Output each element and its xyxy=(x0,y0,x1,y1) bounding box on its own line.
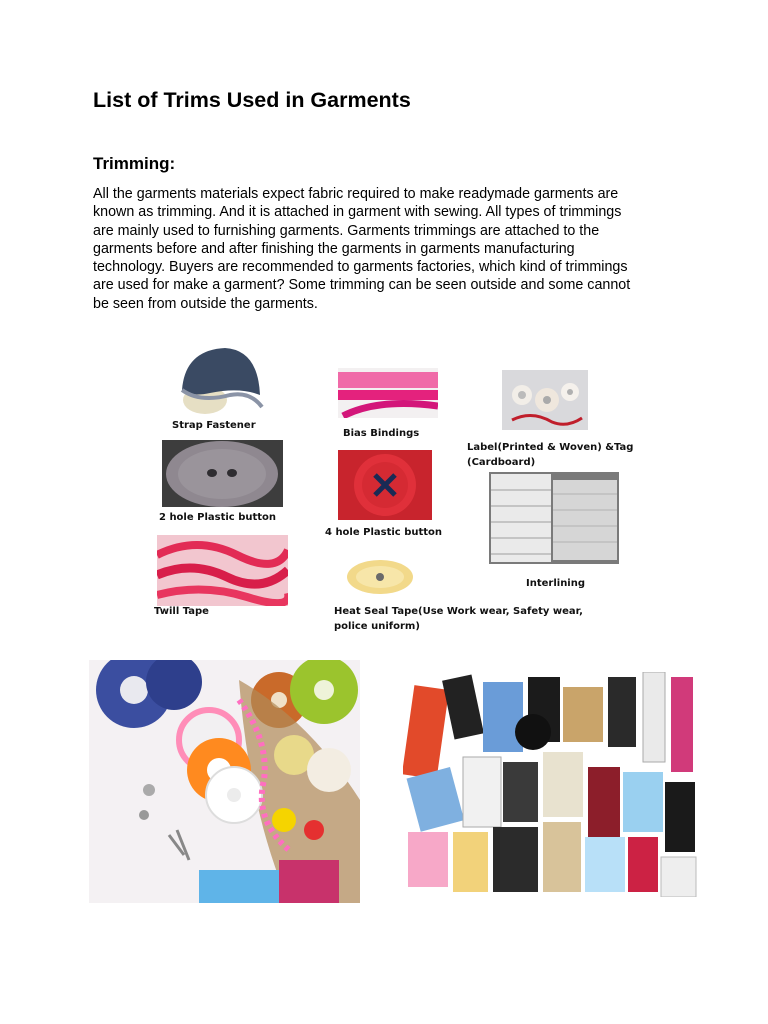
labels-tags-photo xyxy=(403,672,700,897)
caption-four-hole-button: 4 hole Plastic button xyxy=(325,527,443,538)
caption-heat-seal-tape: Heat Seal Tape(Use Work wear, Safety wear, police uniform) xyxy=(334,606,583,632)
two-hole-button-photo xyxy=(162,440,283,507)
four-hole-button-photo xyxy=(338,450,432,520)
caption-two-hole-button: 2 hole Plastic button xyxy=(159,512,277,523)
caption-twill-tape: Twill Tape xyxy=(154,606,209,617)
caption-strap-fastener: Strap Fastener xyxy=(172,420,256,431)
section-heading: Trimming: xyxy=(93,154,176,173)
heat-seal-tape-photo xyxy=(345,557,415,597)
bias-bindings-photo xyxy=(338,368,438,418)
trims-assortment-photo xyxy=(89,660,360,903)
label-tag-photo xyxy=(502,370,588,430)
caption-bias-bindings: Bias Bindings xyxy=(343,428,420,439)
interlining-photo xyxy=(489,472,619,564)
body-paragraph: All the garments materials expect fabric required to make readymade garments are known as trimming. And it is attached in garment with sewing. All types of trimmings are mainly used to furnishing garments. Garments trimmings are attached to the garments before and after finishing the garments in garments manufacturing technology. Buyers are recommended to garments factories, which kind of trimmings are used for make a garment? Some trimming can be seen outside and some cannot be seen from outside the garments. xyxy=(93,186,631,312)
page-title: List of Trims Used in Garments xyxy=(93,88,411,112)
caption-interlining: Interlining xyxy=(526,578,586,589)
caption-label-tag: Label(Printed & Woven) &Tag (Cardboard) xyxy=(467,442,634,468)
twill-tape-photo xyxy=(157,535,288,606)
strap-fastener-photo xyxy=(170,345,270,417)
